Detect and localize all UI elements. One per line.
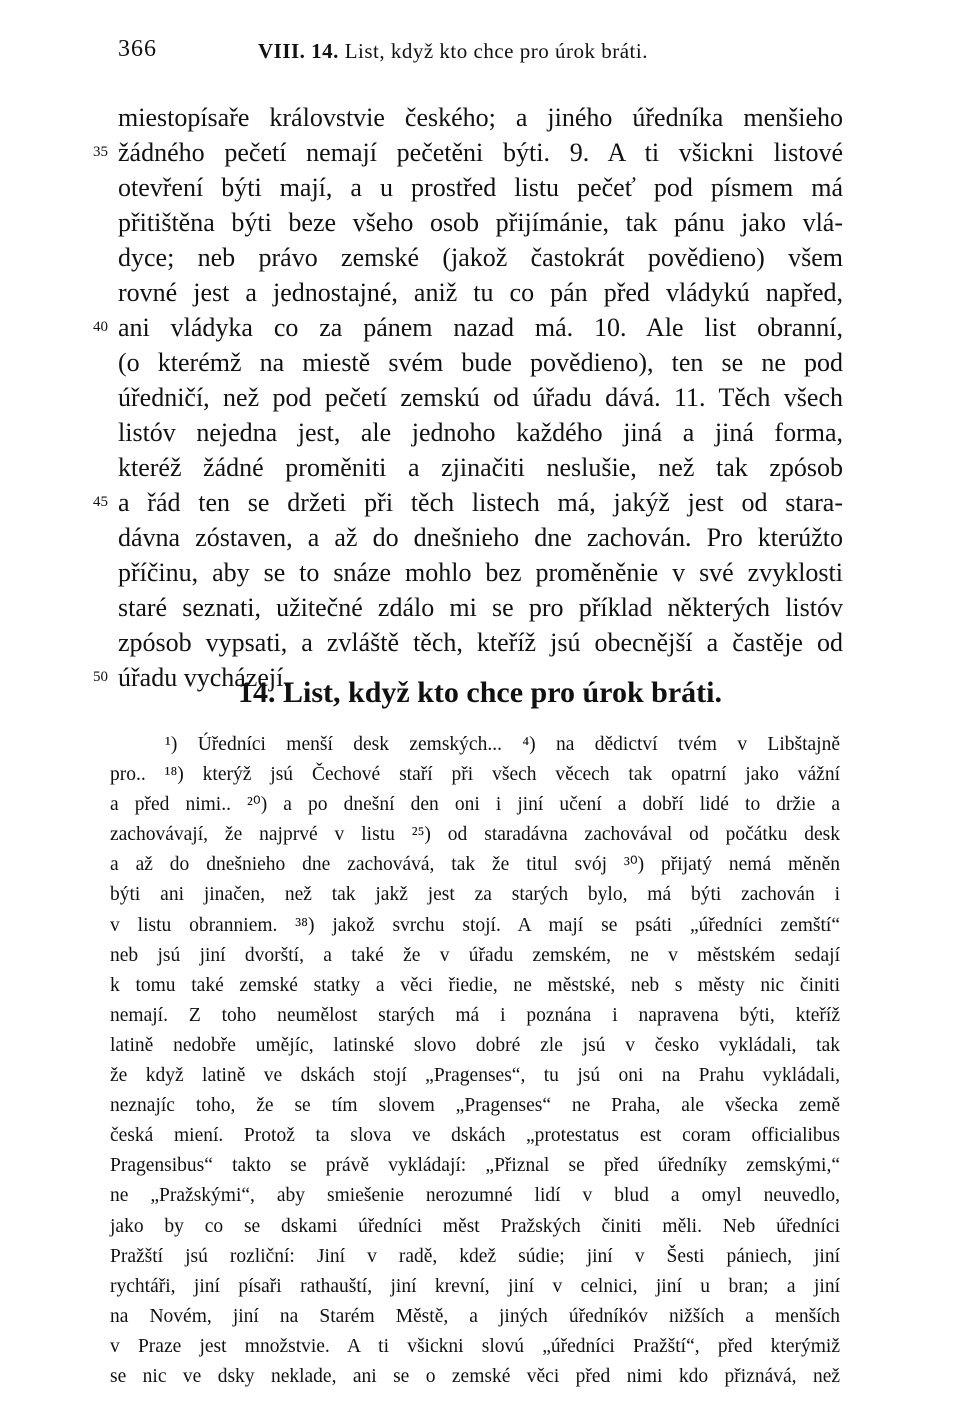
footnote-text: Pragensibus“ takto se právě vykládají: „Přiznal se před úředníky zemskými,“ [110, 1155, 840, 1177]
footnote-text: latině nedobře umějíc, latinské slovo dobré zle jsú v česko vykládali, tak [110, 1034, 840, 1056]
footnote-line [110, 1181, 840, 1211]
line-text: dávna zóstaven, a až do dnešnieho dne zachován. Pro kterúžto [118, 523, 843, 552]
footnote-line [110, 971, 840, 1001]
footnote-text: se nic ve dsky neklade, ani se o zemské věci před nimi kdo přiznává, než [110, 1365, 840, 1387]
footnote-text: v Praze jest množstvie. A ti všickni slovú „úředníci Pražští“, před kterýmiž [110, 1335, 840, 1357]
main-text [93, 100, 843, 695]
line-text: příčinu, aby se to snáze mohlo bez proměněnie v své zvyklosti [118, 558, 843, 587]
text-line [118, 415, 843, 450]
footnote-line [110, 1302, 840, 1332]
footnote-text: česká miení. Protož ta slova ve dskách „protestatus est coram officialibus [110, 1125, 840, 1147]
line-text: listóv nejedna jest, ale jednoho každého jiná a jiná forma, [118, 418, 843, 447]
text-line [118, 170, 843, 205]
footnote-line [110, 911, 840, 941]
footnote-text: na Novém, jiní na Starém Městě, a jiných úředníkóv nižších a menších [110, 1305, 840, 1327]
footnote-text: a před nimi.. ²⁰) a po dnešní den oni i jiní učení a dobří lidé to držie a [110, 794, 840, 816]
footnote-line [110, 820, 840, 850]
text-line [118, 555, 843, 590]
footnote-text: býti ani jinačen, než tak jakž jest za starých bylo, má býti zachován i [110, 884, 840, 906]
text-line [93, 310, 843, 345]
line-text: dyce; neb právo zemské (jakož častokrát povědieno) všem [118, 243, 843, 272]
footnote-text: v listu obranniem. ³⁸) jakož svrchu stojí. A mají se psáti „úředníci zemští“ [110, 914, 840, 936]
footnote-line [110, 730, 840, 760]
footnote-text: jako by co se dskami úředníci měst Pražských činiti měli. Neb úředníci [110, 1215, 840, 1237]
footnote-text: k tomu také zemské statky a věci řiedie, ne městské, neb s městy nic činiti [110, 974, 840, 996]
line-text: rovné jest a jednostajné, aniž tu co pán před vládykú napřed, [118, 278, 843, 307]
section-number: VIII. 14. [258, 39, 339, 63]
footnote-line [110, 760, 840, 790]
line-number: 50 [93, 669, 108, 685]
text-line [118, 240, 843, 275]
footnote-line [110, 1091, 840, 1121]
footnote-line [110, 1332, 840, 1362]
footnote-line [110, 1001, 840, 1031]
text-line [118, 380, 843, 415]
text-line [118, 520, 843, 555]
section-heading: 14. List, když kto chce pro úrok bráti. [238, 676, 722, 709]
line-text: a řád ten se držeti při těch listech má, jakýž jest od stara- [118, 488, 843, 517]
line-text: kteréž žádné proměniti a zjinačiti neslušie, než tak zpósob [118, 453, 843, 482]
text-line [93, 485, 843, 520]
text-line [118, 205, 843, 240]
line-text: úřadu vycházejí. [118, 663, 290, 692]
line-text: úředničí, než pod pečetí zemskú od úřadu dává. 11. Těch všech [118, 383, 843, 412]
text-line [118, 100, 843, 135]
footnote-text: a až do dnešnieho dne zachovává, tak že titul svój ³⁰) přijatý nemá měněn [110, 854, 840, 876]
page-number: 366 [118, 36, 157, 62]
footnote-line [110, 790, 840, 820]
footnote-text: neb jsú jiní dvorští, a také že v úřadu zemském, ne v městském sedají [110, 944, 840, 966]
footnote-text: ¹) Úředníci menší desk zemských... ⁴) na dědictví tvém v Libštajně [165, 734, 840, 755]
line-text: miestopísaře královstvie českého; a jiného úředníka menšieho [118, 103, 843, 132]
text-line [118, 345, 843, 380]
footnotes [110, 730, 840, 1392]
footnote-line [110, 1272, 840, 1302]
line-text: ani vládyka co za pánem nazad má. 10. Ale list obranní, [118, 313, 843, 342]
line-text: zpósob vypsati, a zvláště těch, kteříž jsú obecnější a častěje od [118, 628, 843, 657]
footnote-line [110, 880, 840, 910]
line-text: staré seznati, užitečné zdálo mi se pro příklad některých listóv [118, 593, 843, 622]
footnote-line [110, 1212, 840, 1242]
footnote-line [110, 1362, 840, 1392]
running-title [258, 39, 648, 64]
footnote-text: že když latině ve dskách stojí „Pragenses“, tu jsú oni na Prahu vykládali, [110, 1065, 840, 1087]
text-line [118, 275, 843, 310]
footnote-text: pro.. ¹⁸) kterýž jsú Čechové staří při všech věcech tak opatrní jako vážní [110, 764, 840, 786]
text-line [118, 625, 843, 660]
line-number: 40 [93, 319, 108, 335]
text-line [118, 450, 843, 485]
line-text: přitištěna býti beze všeho osob přijímánie, tak pánu jako vlá- [118, 208, 843, 237]
running-title-text: List, když kto chce pro úrok bráti. [344, 39, 648, 63]
footnote-text: zachovávají, že najprvé v listu ²⁵) od staradávna zachovával od počátku desk [110, 824, 840, 846]
line-text: otevření býti mají, a u prostřed listu pečeť pod písmem má [118, 173, 843, 202]
line-number: 35 [93, 144, 108, 160]
footnote-line [110, 850, 840, 880]
footnote-text: nemají. Z toho neumělost starých má i poznána i napravena býti, kteříž [110, 1004, 840, 1026]
footnote-text: rychtáři, jiní písaři rathauští, jiní krevní, jiní v celnici, jiní u bran; a jiní [110, 1275, 840, 1297]
running-header [118, 36, 848, 76]
text-line [118, 590, 843, 625]
line-text: žádného pečetí nemají pečetěni býti. 9. A ti všickni listové [118, 138, 843, 167]
footnote-text: neznajíc toho, že se tím slovem „Pragenses“ ne Praha, ale všecka země [110, 1095, 840, 1117]
footnote-line [110, 1121, 840, 1151]
footnote-text: ne „Pražskými“, aby smiešenie nerozumné lidí v blud a omyl neuvedlo, [110, 1185, 840, 1207]
footnote-line [110, 1061, 840, 1091]
footnote-line [110, 1151, 840, 1181]
footnote-text: Pražští jsú rozliční: Jiní v radě, kdež súdie; jiní v Šesti pániech, jiní [110, 1245, 840, 1267]
line-number: 45 [93, 494, 108, 510]
line-text: (o kterémž na miestě svém bude povědieno), ten se ne pod [118, 348, 843, 377]
footnote-line [110, 1242, 840, 1272]
footnote-line [110, 1031, 840, 1061]
text-line [93, 135, 843, 170]
footnote-line [110, 941, 840, 971]
